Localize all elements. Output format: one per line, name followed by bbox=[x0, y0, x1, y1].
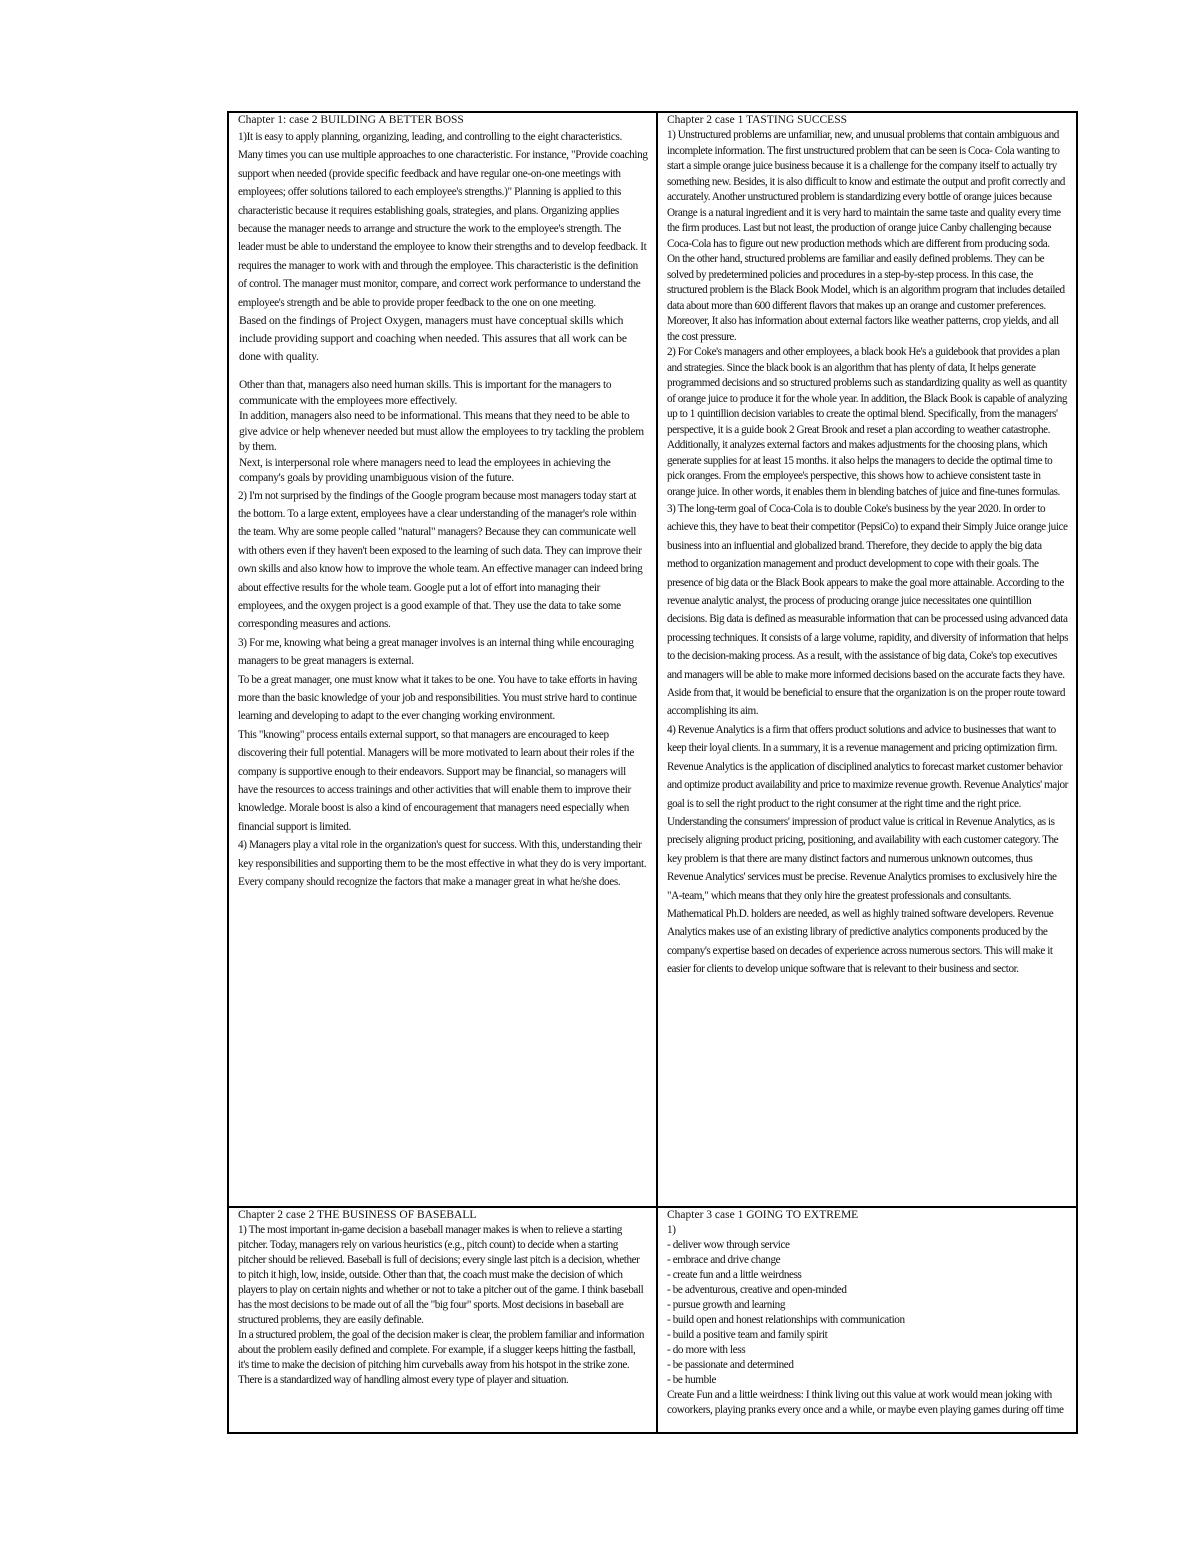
list-item: - be passionate and determined bbox=[667, 1359, 794, 1371]
list-item: - build a positive team and family spirit bbox=[667, 1329, 828, 1341]
values-list bbox=[658, 1238, 1076, 1388]
cell-title: Chapter 1: case 2 BUILDING A BETTER BOSS bbox=[238, 114, 464, 126]
answer-paragraph: Other than that, managers also need human skills. This is important for the managers to communicate with the employees more effectively. bbox=[239, 379, 612, 407]
cell-title: Chapter 2 case 1 TASTING SUCCESS bbox=[667, 114, 847, 126]
cell-chapter2-case1 bbox=[657, 111, 1078, 1206]
answer-paragraph: On the other hand, structured problems are familiar and easily defined problems. They can be solved by predetermined policies and procedures in a step-by-step process. In this case, the structured problem is the Black Book Model, which is an algorithm program that includes detailed data about more than 600 different flavors that makes up an orange and customer preferences. Moreover, It also has information about external factors like weather patterns, crop yields, and all the cost pressure. bbox=[667, 253, 1065, 343]
answer-paragraph: Based on the findings of Project Oxygen, managers must have conceptual skills which include providing support and coaching when needed. This assures that all work can be done with quality. bbox=[239, 314, 627, 364]
answer-paragraph: This "knowing" process entails external support, so that managers are encouraged to keep discovering their full potential. Managers will be more motivated to learn about their roles if the company is supportive enough to their endeavors. Support may be financial, so managers will have the resources to access trainings and other activities that will enable them to improve their knowledge. Morale boost is also a kind of encouragement that managers need especially when financial support is limited. bbox=[238, 728, 634, 833]
list-item: - be adventurous, creative and open-minded bbox=[667, 1284, 847, 1296]
list-item: - create fun and a little weirdness bbox=[667, 1269, 802, 1281]
cell-title: Chapter 3 case 1 GOING TO EXTREME bbox=[667, 1209, 859, 1221]
answer-paragraph: Create Fun and a little weirdness: I think living out this value at work would mean joking with coworkers, playing pranks every once and a while, or maybe even playing games during off time bbox=[667, 1389, 1064, 1416]
answer-paragraph: 1) The most important in-game decision a baseball manager makes is when to relieve a starting pitcher. Today, managers rely on various heuristics (e.g., pitch count) to decide when a starting pitcher should be relieved. Baseball is full of decisions; every single last pitch is a decision, whether to pitch it high, low, inside, outside. Other than that, the coach must make the decision of which players to play on certain nights and whether or not to take a pitcher out of the game. I think baseball has the most decisions to be made out of all the "big four" sports. Most decisions in baseball are structured problems, they are easily definable. bbox=[238, 1224, 644, 1326]
cell-chapter3-case1 bbox=[657, 1206, 1078, 1434]
cell-chapter1-case2 bbox=[227, 111, 657, 1206]
lead-words: In addition, bbox=[239, 410, 288, 423]
answer-paragraph: 3) The long-term goal of Coca-Cola is to double Coke's business by the year 2020. In order to achieve this, they have to beat their competitor (PepsiCo) to expand their Simply Juice orange juice business into an influential and globalized brand. Therefore, they decide to apply the big data method to organization management and product development to cope with their goals. The presence of big data or the Black Book appears to make the goal more attainable. According to the revenue analytic analyst, the process of producing orange juice necessitates one quintillion decisions. Big data is defined as measurable information that can be processed using advanced data processing techniques. It consists of a large volume, rapidity, and diversity of information that helps to the decision-making process. As a result, with the assistance of big data, Coke's top executives and managers will be able to make more informed decisions based on the accurate facts they have. Aside from that, it would be beneficial to ensure that the organization is on the proper route toward accomplishing its aim. bbox=[667, 503, 1069, 718]
lead-words: Next, bbox=[239, 456, 263, 469]
list-item: - deliver wow through service bbox=[667, 1239, 790, 1251]
cell-title: Chapter 2 case 2 THE BUSINESS OF BASEBALL bbox=[238, 1209, 477, 1221]
answer-paragraph: In a structured problem, the goal of the decision maker is clear, the problem familiar and information about the problem easily defined and complete. For example, if a slugger keeps hitting the fastball, it's time to make the decision of pitching him curveballs away from his hotspot in the strike zone. There is a standardized way of handling almost every type of player and situation. bbox=[238, 1329, 644, 1386]
answer-paragraph: 4) Managers play a vital role in the organization's quest for success. With this, understanding their key responsibilities and supporting them to be the most effective in what they do is very important. Every company should recognize the factors that make a manager great in what he/she does. bbox=[238, 839, 647, 889]
answer-paragraph: 1) Unstructured problems are unfamiliar, new, and unusual problems that contain ambiguous and incomplete information. The first unstructured problem that can be seen is Coca- Cola wanting to start a simple orange juice business because it is a challenge for the company itself to actually try something new. Besides, it is also difficult to know and estimate the output and profit correctly and accurately. Another unstructured problem is standardizing every bottle of orange juices because Orange is a natural ingredient and it is very hard to maintain the same taste and quality every time the firm produces. Last but not least, the production of orange juice Canby challenging because Coca-Cola has to figure out new production methods which are different from producing soda. bbox=[667, 129, 1065, 250]
list-item: - embrace and drive change bbox=[667, 1254, 781, 1266]
answer-paragraph: 3) For me, knowing what being a great manager involves is an internal thing while encouraging managers to be great managers is external. bbox=[238, 636, 634, 668]
list-item: - do more with less bbox=[667, 1344, 746, 1356]
answer-paragraph: 1)It is easy to apply planning, organizing, leading, and controlling to the eight characteristics. Many times you can use multiple approaches to one characteristic. For instance, "Provide coaching support when needed (provide specific feedback and have regular one-on-one meetings with employees; offer solutions tailored to each employee's strengths.)" Planning is applied to this characteristic because it requires establishing goals, strategies, and plans. Organizing applies because the manager needs to arrange and structure the work to the employee's strength. The leader must be able to understand the employee to know their strengths and to develop feedback. It requires the manager to work with and through the employee. This characteristic is the definition of control. The manager must monitor, compare, and correct work performance to understand the employee's strength and be able to provide proper feedback to the one on one meeting. bbox=[238, 131, 648, 309]
answer-paragraph: In addition, managers also need to be informational. This means that they need to be able to give advice or help whenever needed but must allow the employees to try tackling the problem by them. bbox=[239, 410, 644, 454]
answer-number: 1) bbox=[667, 1224, 676, 1236]
answer-paragraph: 2) I'm not surprised by the findings of the Google program because most managers today start at the bottom. To a large extent, employees have a clear understanding of the manager's role within the team. Why are some people called "natural" managers? Because they can communicate well with others even if they haven't been exposed to the learning of such data. They can improve their own skills and also know how to improve the whole team. An effective manager can indeed bring about effective results for the whole team. Google put a lot of effort into managing their employees, and the oxygen project is a good example of that. They use the data to take some corresponding measures and actions. bbox=[238, 489, 643, 631]
lead-words: Other than that, bbox=[239, 379, 306, 392]
list-item: - pursue growth and learning bbox=[667, 1299, 786, 1311]
cell-chapter2-case2 bbox=[227, 1206, 657, 1434]
answer-paragraph: 4) Revenue Analytics is a firm that offers product solutions and advice to businesses that want to keep their loyal clients. In a summary, it is a revenue management and pricing optimization firm. Revenue Analytics is the application of disciplined analytics to forecast market customer behavior and optimize product availability and price to maximize revenue growth. Revenue Analytics' major goal is to sell the right product to the right consumer at the right time and the right price. Understanding the consumers' impression of product value is critical in Revenue Analytics, as is precisely aligning product pricing, positioning, and availability with each customer category. The key problem is that there are many distinct factors and numerous unknown outcomes, thus Revenue Analytics' services must be precise. Revenue Analytics promises to exclusively hire the "A-team," which means that they only hire the greatest professionals and consultants. Mathematical Ph.D. holders are needed, as well as highly trained software developers. Revenue Analytics makes use of an existing library of predictive analytics components produced by the company's expertise based on decades of experience across numerous sectors. This will make it easier for clients to develop unique software that is relevant to their business and sector. bbox=[667, 723, 1068, 976]
list-item: - build open and honest relationships with communication bbox=[667, 1314, 905, 1326]
answer-paragraph: To be a great manager, one must know what it takes to be one. You have to take efforts in having more than the basic knowledge of your job and responsibilities. You must strive hard to continue learning and developing to adapt to the ever changing working environment. bbox=[238, 673, 637, 723]
list-item: - be humble bbox=[667, 1374, 717, 1386]
answer-paragraph: 2) For Coke's managers and other employees, a black book He's a guidebook that provides a plan and strategies. Since the black book is an algorithm that has plenty of data, It helps generate programmed decisions and so structured problems such as standardizing quality as well as quantity of orange juice to produce it for the whole year. In addition, the Black Book is capable of analyzing up to 1 quintillion decision variables to create the optimal blend. Specifically, from the managers' perspective, it is a guide book 2 Great Brook and reset a plan according to weather catastrophe. Additionally, it analyzes external factors and makes adjustments for the choosing plans, which generate supplies for at least 15 months. it also helps the managers to decide the optimal time to pick oranges. From the employee's perspective, this shows how to achieve consistent taste in orange juice. In other words, it enables them in blending batches of juice and fine-tunes formulas. bbox=[667, 346, 1068, 498]
answer-paragraph: Next, is interpersonal role where managers need to lead the employees in achieving the company's goals by providing unambiguous vision of the future. bbox=[239, 456, 611, 485]
